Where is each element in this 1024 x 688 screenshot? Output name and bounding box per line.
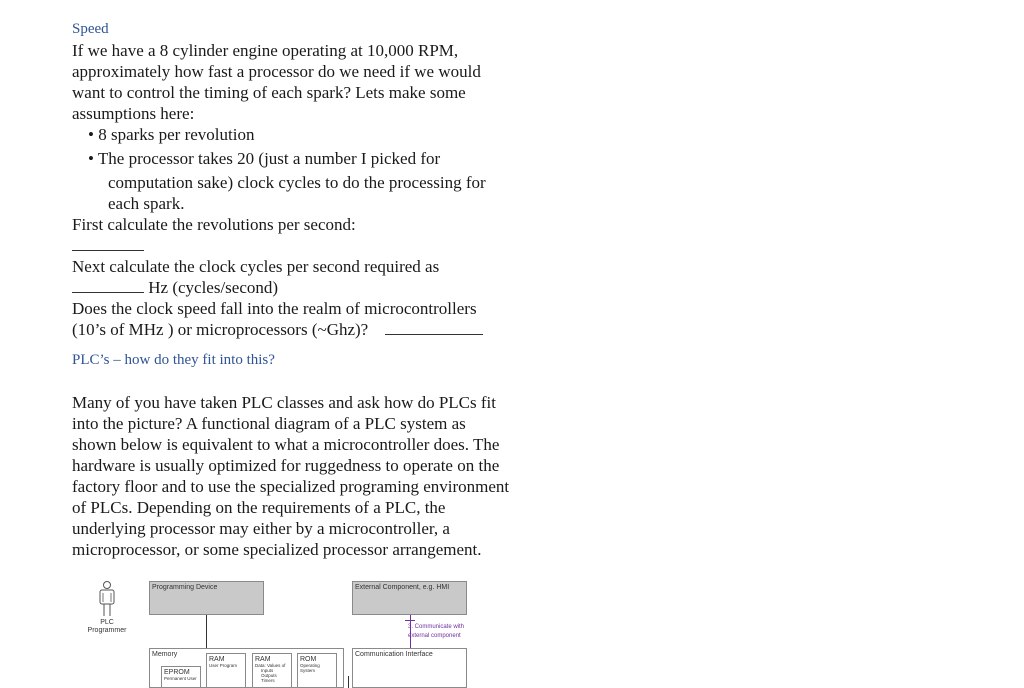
bullet-item: [88, 148, 440, 169]
text-line: shown below is equivalent to what a microcontroller does. The: [72, 435, 500, 454]
bullet-text: The processor takes 20 (just a number I picked for: [97, 149, 441, 168]
ram1-title: RAM: [209, 656, 225, 663]
answer-blank-1: [72, 235, 552, 256]
eprom-title: EPROM: [164, 669, 190, 676]
hz-unit-text: Hz (cycles/second): [144, 278, 279, 297]
ram1-sub: User Program: [209, 663, 238, 668]
calc-question-line: [72, 319, 552, 340]
text-line: If we have a 8 cylinder engine operating at 10,000 RPM,: [72, 41, 459, 60]
text-line: factory floor and to use the specialized programing environment: [72, 477, 510, 496]
text-line: into the picture? A functional diagram of a PLC system as: [72, 414, 466, 433]
speed-paragraph: [72, 40, 552, 124]
calc-question: Does the clock speed fall into the realm of microcontrollers: [72, 299, 477, 318]
eprom-sub: Permanent User: [164, 676, 197, 681]
eprom-box: [161, 666, 201, 688]
ram-program-box: [206, 653, 246, 688]
ram2-title: RAM: [255, 656, 271, 663]
connector-line: [348, 676, 349, 688]
text-line: want to control the timing of each spark? Lets make some: [72, 83, 466, 102]
communicate-note: 3. Communicate with external component: [408, 624, 465, 639]
calc-revolutions: First calculate the revolutions per second:: [72, 215, 356, 234]
text-line: approximately how fast a processor do we need if we would: [72, 62, 481, 81]
ram2-item: Timers: [261, 678, 275, 683]
calc-question-text: (10’s of MHz ) or microprocessors (~Ghz)?: [72, 320, 369, 339]
calc-hz-line: [72, 277, 552, 298]
plc-diagram: [0, 570, 520, 686]
text-line: of PLCs. Depending on the requirements of a PLC, the: [72, 498, 446, 517]
bullet-text: 8 sparks per revolution: [98, 125, 255, 144]
plc-programmer-label: PLC Programmer: [87, 619, 127, 634]
plc-paragraph: [72, 392, 542, 560]
bullet-marker: •: [88, 125, 94, 144]
rom-sub: Operating: [300, 663, 320, 668]
ram2-item: Outputs: [261, 673, 277, 678]
ram2-sub: Data: Values of: [255, 663, 286, 668]
ram-data-box: [252, 653, 292, 688]
calculation-block: [72, 214, 552, 340]
bullet-marker: •: [88, 149, 94, 168]
ram2-item: Inputs: [261, 668, 274, 673]
answer-blank-2: [72, 278, 144, 293]
connector-tick: [405, 620, 415, 621]
bullet-continuation: computation sake) clock cycles to do the processing for: [108, 173, 486, 192]
calc-clock-cycles: Next calculate the clock cycles per second required as: [72, 257, 440, 276]
text-line: hardware is usually optimized for ruggedness to operate on the: [72, 456, 500, 475]
connector-line: [206, 615, 207, 648]
bullet-item: [88, 124, 254, 145]
speed-heading: Speed: [72, 21, 109, 37]
external-component-box: External Component, e.g. HMI: [352, 581, 467, 615]
text-line: underlying processor may either by a microcontroller, a: [72, 519, 450, 538]
person-icon: [95, 580, 119, 620]
programming-device-box: Programming Device: [149, 581, 264, 615]
rom-sub: System: [300, 668, 316, 673]
text-line: microprocessor, or some specialized processor arrangement.: [72, 540, 482, 559]
plc-heading: PLC’s – how do they fit into this?: [72, 352, 275, 368]
rom-title: ROM: [300, 656, 317, 663]
memory-label: Memory: [152, 651, 178, 658]
answer-blank-3: [385, 320, 483, 335]
text-line: assumptions here:: [72, 104, 195, 123]
rom-box: [297, 653, 337, 688]
bullet-continuation: each spark.: [108, 194, 185, 213]
communication-interface-box: Communication Interface: [352, 648, 467, 688]
text-line: Many of you have taken PLC classes and ask how do PLCs fit: [72, 393, 496, 412]
